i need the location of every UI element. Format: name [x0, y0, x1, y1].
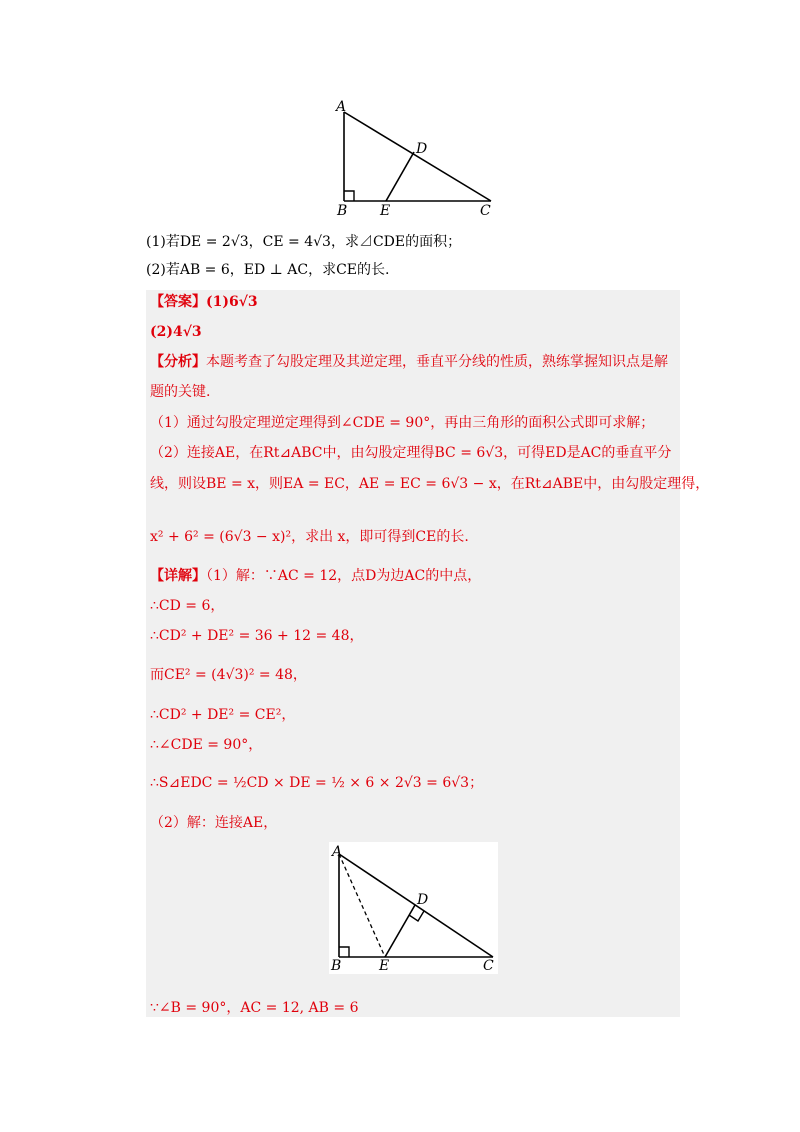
analysis-line-1 [150, 352, 668, 372]
label-c-2: C [483, 958, 494, 974]
right-angle-mark-b-2 [339, 947, 349, 957]
label-a: A [336, 99, 347, 115]
question-1: (1)若DE = 2√3，CE = 4√3，求⊿CDE的面积； [146, 234, 462, 250]
detail-s5: ∴CD² + DE² = CE²， [150, 707, 296, 723]
answer-2: (2)4√3 [150, 324, 202, 340]
answer-line-1 [150, 292, 258, 312]
label-c: C [480, 203, 491, 219]
analysis-p2-2: 线，则设BE = x，则EA = EC，AE = EC = 6√3 − x，在Rt⊿ABE中，由勾股定理得， [150, 476, 710, 492]
detail-s2: ∴CD = 6， [150, 598, 225, 614]
analysis-tag: 【分析】 [150, 354, 206, 370]
label-a-2: A [332, 844, 343, 860]
segment-ed-2 [385, 905, 415, 957]
answer-1: (1)6√3 [206, 294, 258, 310]
analysis-intro-1: 本题考查了勾股定理及其逆定理，垂直平分线的性质，熟练掌握知识点是解 [206, 354, 668, 370]
detail-s1: （1）解：∵AC = 12，点D为边AC的中点， [206, 568, 482, 584]
figure-1-triangle [330, 95, 505, 220]
answer-tag: 【答案】 [150, 294, 206, 310]
detail-line-1 [150, 566, 481, 586]
analysis-intro-2: 题的关键. [150, 384, 211, 400]
question-2: (2)若AB = 6，ED ⊥ AC，求CE的长. [146, 262, 390, 278]
label-b-2: B [331, 958, 342, 974]
label-b: B [337, 203, 348, 219]
detail-s9: ∵∠B = 90°，AC = 12, AB = 6 [150, 1000, 359, 1016]
right-angle-mark-b [344, 191, 354, 201]
label-e: E [380, 203, 391, 219]
segment-ed [386, 152, 414, 201]
label-d-2: D [417, 892, 429, 908]
analysis-p1: （1）通过勾股定理逆定理得到∠CDE = 90°，再由三角形的面积公式即可求解； [150, 415, 655, 431]
figure-2-triangle [329, 842, 498, 974]
detail-s8: （2）解：连接AE， [150, 815, 278, 831]
detail-s3: ∴CD² + DE² = 36 + 12 = 48， [150, 628, 364, 644]
detail-s7: ∴S⊿EDC = ½CD × DE = ½ × 6 × 2√3 = 6√3； [150, 775, 484, 791]
detail-s6: ∴∠CDE = 90°， [150, 737, 263, 753]
detail-tag: 【详解】 [150, 568, 206, 584]
analysis-p2-1: （2）连接AE，在Rt⊿ABC中，由勾股定理得BC = 6√3，可得ED是AC的垂直平分 [150, 445, 672, 461]
analysis-p2-3: x² + 6² = (6√3 − x)²，求出 x，即可得到CE的长. [150, 529, 469, 545]
detail-s4: 而CE² = (4√3)² = 48， [150, 667, 307, 683]
label-d: D [416, 141, 428, 157]
label-e-2: E [379, 958, 390, 974]
